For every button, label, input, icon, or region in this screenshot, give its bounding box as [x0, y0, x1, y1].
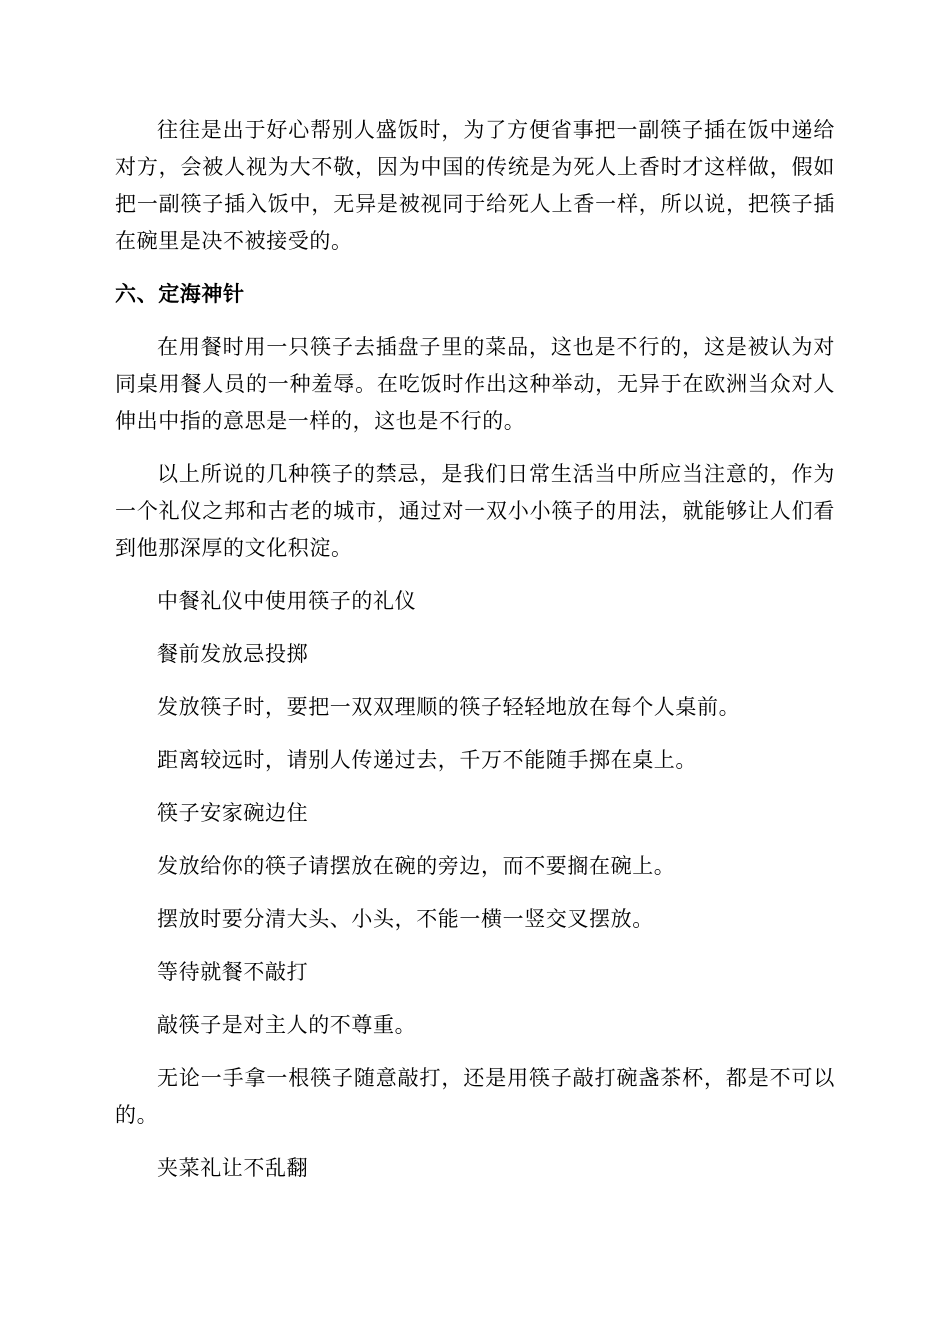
paragraph-beside-not-on: 发放给你的筷子请摆放在碗的旁边，而不要搁在碗上。	[157, 854, 676, 878]
paragraph-taboos-summary: 以上所说的几种筷子的禁忌，是我们日常生活当中所应当注意的，作为一个礼仪之邦和古老的城市，通过对一双小小筷子的用法，就能够让人们看到他那深厚的文化积淀。	[115, 462, 835, 560]
paragraph-no-throwing: 餐前发放忌投掷	[157, 642, 309, 666]
paragraph-distribute: 发放筷子时，要把一双双理顺的筷子轻轻地放在每个人桌前。	[157, 695, 741, 719]
paragraph-pass-along: 距离较远时，请别人传递过去，千万不能随手掷在桌上。	[157, 748, 697, 772]
paragraph-disrespect: 敲筷子是对主人的不尊重。	[157, 1013, 417, 1037]
paragraph-pierce-dish: 在用餐时用一只筷子去插盘子里的菜品，这也是不行的，这是被认为对同桌用餐人员的一种羞辱。在吃饭时作出这种举动，无异于在欧洲当众对人伸出中指的意思是一样的，这也是不行的。	[115, 335, 835, 433]
paragraph-place-beside-bowl: 筷子安家碗边住	[157, 801, 309, 825]
paragraph-chopsticks-in-rice: 往往是出于好心帮别人盛饭时，为了方便省事把一副筷子插在饭中递给对方，会被人视为大不敬，因为中国的传统是为死人上香时才这样做，假如把一副筷子插入饭中，无异是被视同于给死人上香一样，所以说，把筷子插在碗里是决不被接受的。	[115, 118, 835, 253]
section-heading: 六、定海神针	[115, 282, 245, 306]
paragraph-no-tapping: 等待就餐不敲打	[157, 960, 309, 984]
paragraph-align-ends: 摆放时要分清大头、小头，不能一横一竖交叉摆放。	[157, 907, 654, 931]
paragraph-etiquette-title: 中餐礼仪中使用筷子的礼仪	[157, 589, 417, 613]
document-body	[115, 112, 835, 1203]
paragraph-pick-food: 夹菜礼让不乱翻	[157, 1156, 309, 1180]
paragraph-tapping-detail: 无论一手拿一根筷子随意敲打，还是用筷子敲打碗盏茶杯，都是不可以的。	[115, 1066, 835, 1127]
